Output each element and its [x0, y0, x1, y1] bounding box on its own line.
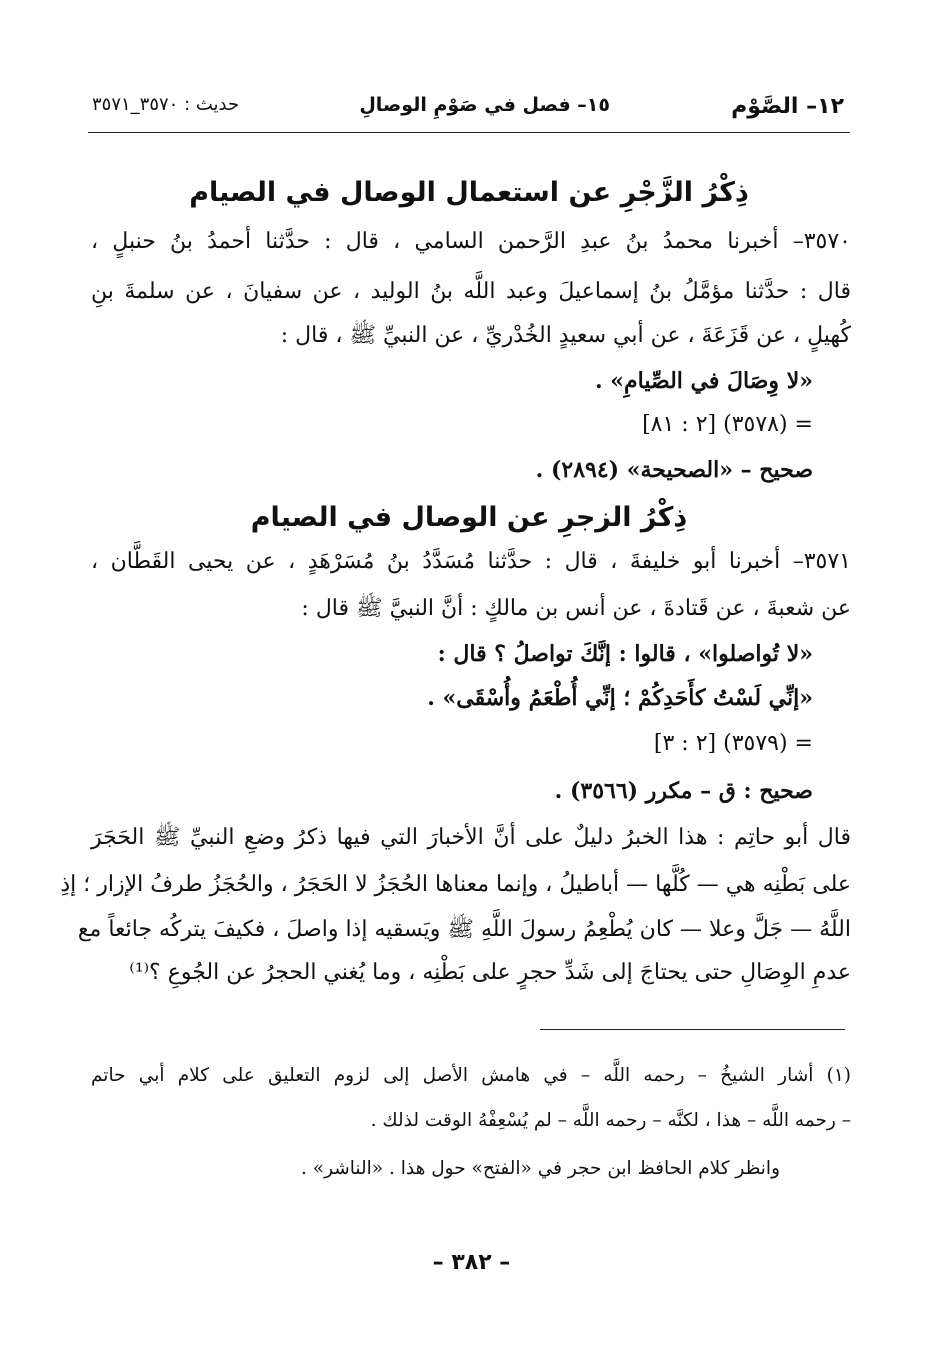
footnote-line: وانظر كلام الحافظ ابن حجر في «الفتح» حول هذا . «الناشر» . [300, 1158, 780, 1179]
hadith-matn: «لا وِصَالَ في الصِّيامِ» . [594, 368, 813, 394]
text-line: قال : حدَّثنا مؤمَّلُ بنُ إسماعيلَ وعبد اللَّه بنُ الوليد ، عن سفيانَ ، عن سلمةَ بنِ [91, 279, 851, 304]
commentary-line: على بَطْنِه هي — كُلَّها — أباطيلُ ، وإنما معناها الحُجَزُ لا الحَجَرُ ، والحُجَزُ طرفُ الإزار ؛ إذِ [60, 872, 851, 897]
cross-reference: = (٣٥٧٩) [٢ : ٣] [653, 731, 813, 756]
commentary-line: اللَّهُ — جَلَّ وعلا — كان يُطْعِمُ رسولَ اللَّهِ ﷺ ويَسقيه إذا واصلَ ، فكيفَ يتركُه جائعاً مع [77, 917, 851, 942]
text-line: عن شعبةَ ، عن قَتادةَ ، عن أنس بن مالكٍ : أنَّ النبيَّ ﷺ قال : [301, 596, 851, 621]
header-divider [88, 132, 850, 133]
commentary-line: عدمِ الوِصَالِ حتى يحتاجَ إلى شَدِّ حجرٍ على بَطْنِه ، وما يُغني الحجرُ عن الجُوعِ ؟⁽¹⁾ [129, 960, 851, 985]
text-line: ٣٥٧٠– أخبرنا محمدُ بنُ عبدِ الرَّحمن السامي ، قال : حدَّثنا أحمدُ بنُ حنبلٍ ، [91, 229, 851, 254]
hadith-matn: «لا تُواصلوا» ، قالوا : إنَّكَ تواصلُ ؟ قال : [437, 641, 813, 667]
chapter-heading-1: ذِكْرُ الزَّجْرِ عن استعمال الوصال في الصيام [189, 177, 749, 208]
text-line: ٣٥٧١– أخبرنا أبو خليفةَ ، قال : حدَّثنا مُسَدَّدُ بنُ مُسَرْهَدٍ ، عن يحيى القَطَّان ، [91, 549, 851, 574]
chapter-heading-2: ذِكْرُ الزجرِ عن الوصال في الصيام [250, 502, 688, 533]
hadith-range: حديث : ٣٥٧٠_٣٥٧١ [92, 94, 240, 115]
grading: صحيح : ق – مكرر (٣٥٦٦) . [554, 778, 813, 804]
cross-reference: = (٣٥٧٨) [٢ : ٨١] [642, 412, 813, 437]
page-number: – ٣٨٢ – [432, 1250, 511, 1275]
commentary-line: قال أبو حاتِم : هذا الخبرُ دليلٌ على أنَّ الأخبارَ التي فيها ذكرُ وضعِ النبيِّ ﷺ الحَجَرَ [91, 825, 851, 850]
hadith-matn: «إنِّي لَسْتُ كأَحَدِكُمْ ؛ إنِّي أُطْعَمُ وأُسْقَى» . [427, 685, 813, 711]
footnote-line: – رحمه اللَّه – هذا ، لكنَّه – رحمه اللَّه – لم يُسْعِفْهُ الوقت لذلك . [370, 1110, 851, 1131]
chapter-title: ١٢– الصَّوْم [731, 94, 844, 119]
footnote-line: (١) أشار الشيخُ – رحمه اللَّه – في هامش الأصل إلى لزوم التعليق على كلام أبي حاتم [91, 1065, 851, 1086]
section-title: ١٥– فصل في صَوْمِ الوصالِ [359, 94, 610, 116]
running-header [88, 92, 848, 126]
text-line: كُهيلٍ ، عن قَزَعَةَ ، عن أبي سعيدٍ الخُدْريِّ ، عن النبيِّ ﷺ ، قال : [280, 323, 851, 348]
grading: صحيح – «الصحيحة» (٢٨٩٤) . [535, 457, 813, 483]
footnote-divider [540, 1029, 845, 1030]
